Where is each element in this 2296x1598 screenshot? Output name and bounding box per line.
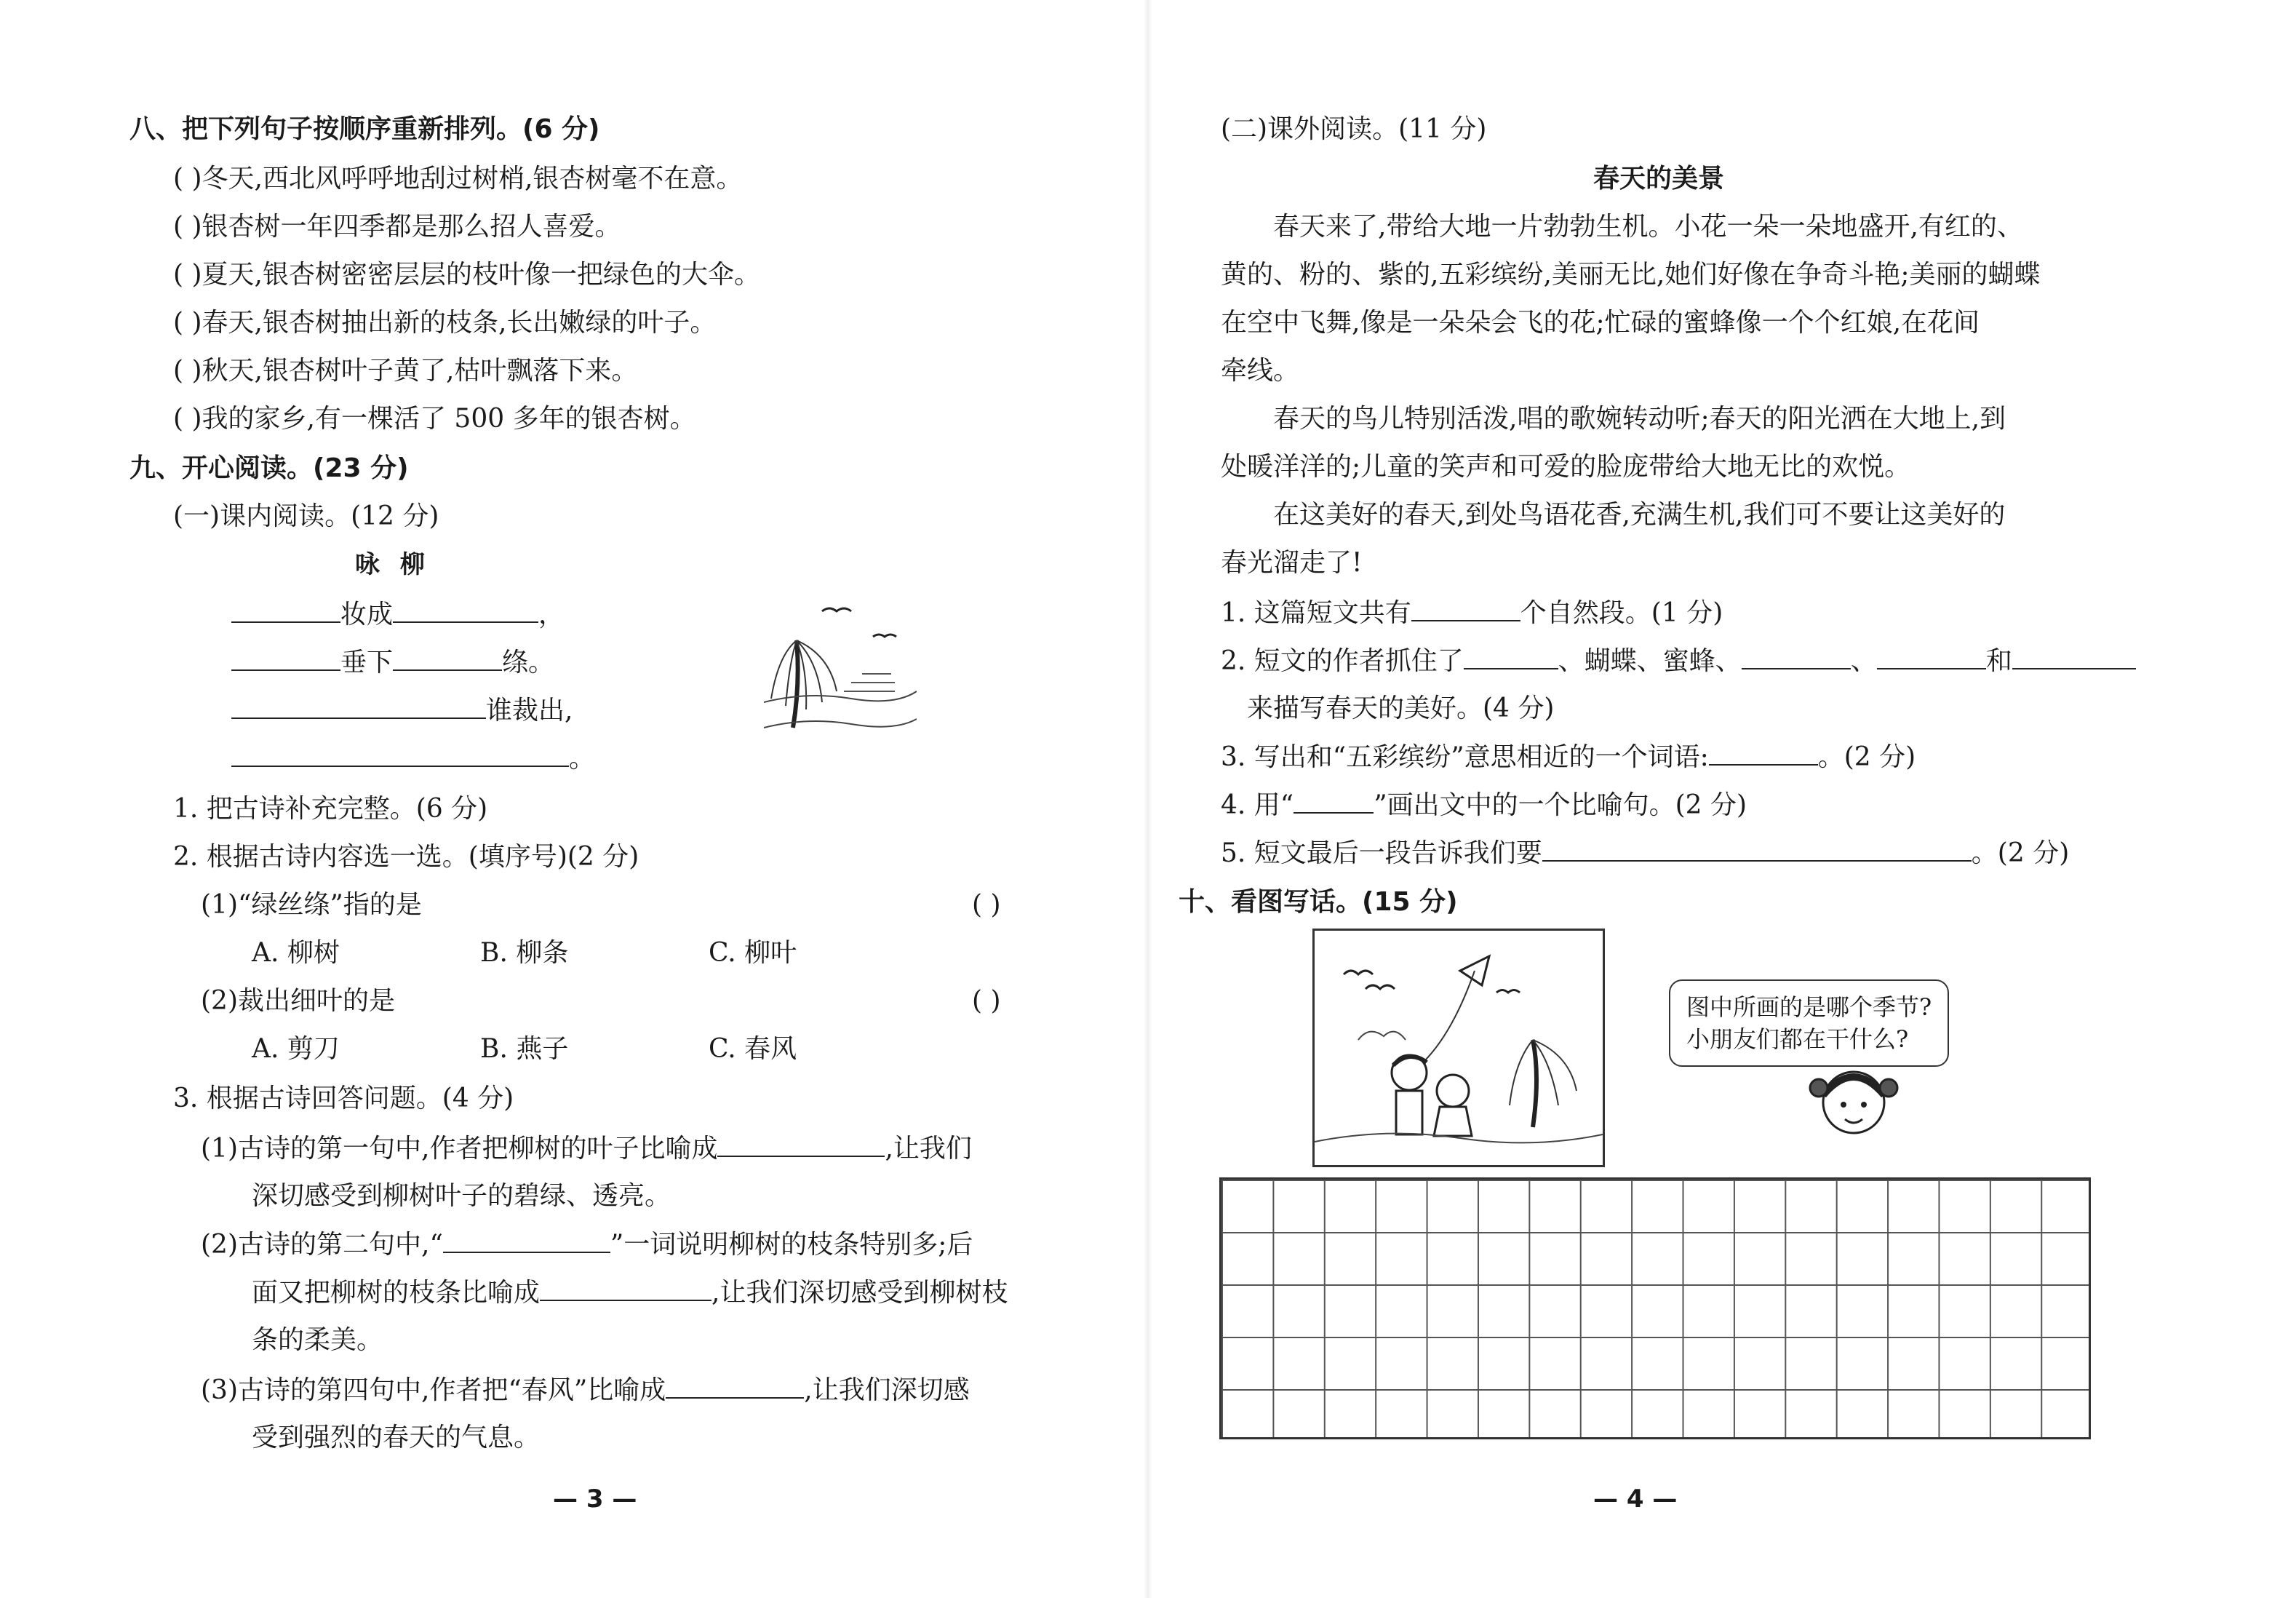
kite-picture (1312, 929, 1605, 1167)
article-q3: 3. 写出和“五彩缤纷”意思相近的一个词语: 。(2 分) (1221, 742, 1916, 772)
option-a: A. 柳树 (252, 938, 340, 968)
option-b: B. 燕子 (480, 1034, 569, 1064)
sort-item: ( )夏天,银杏树密密层层的枝叶像一把绿色的大伞。 (173, 260, 760, 290)
sort-item: ( )我的家乡,有一棵活了 500 多年的银杏树。 (173, 404, 696, 434)
poem-line-1: 妆成 ， (231, 600, 565, 629)
sort-item: ( )冬天,西北风呼呼地刮过树梢,银杏树毫不在意。 (173, 164, 743, 194)
speech-bubble (1669, 979, 1949, 1067)
article-q5: 5. 短文最后一段告诉我们要 。(2 分) (1221, 838, 2070, 868)
poem-q3-2: (2)古诗的第二句中,“ ”一词说明柳树的枝条特别多;后 (201, 1230, 973, 1260)
poem-q3-3: (3)古诗的第四句中,作者把“春风”比喻成 ,让我们深切感 (201, 1375, 970, 1405)
part-1-heading: (一)课内阅读。(12 分) (173, 501, 439, 531)
article-line: 黄的、粉的、紫的,五彩缤纷,美丽无比,她们好像在争奇斗艳;美丽的蝴蝶 (1221, 260, 2041, 290)
article-q2: 2. 短文的作者抓住了 、蝴蝶、蜜蜂、 、 和 (1221, 646, 2136, 676)
page-number: — 3 — (553, 1484, 637, 1514)
poem-q1: 1. 把古诗补充完整。(6 分) (173, 794, 488, 824)
article-q2-cont: 来描写春天的美好。(4 分) (1247, 693, 1555, 723)
poem-q3: 3. 根据古诗回答问题。(4 分) (173, 1084, 514, 1113)
poem-q2: 2. 根据古诗内容选一选。(填序号)(2 分) (173, 842, 639, 872)
willow-illustration (764, 582, 917, 735)
section-8-heading: 八、把下列句子按顺序重新排列。(6 分) (129, 114, 600, 144)
article-line: 春天来了,带给大地一片勃勃生机。小花一朵一朵地盛开,有红的、 (1273, 212, 2023, 242)
poem-q3-3-cont: 受到强烈的春天的气息。 (252, 1423, 541, 1452)
poem-q2-2: (2)裁出细叶的是 (201, 986, 395, 1016)
bubble-line-1: 图中所画的是哪个季节? (1686, 993, 1932, 1021)
part-2-heading: (二)课外阅读。(11 分) (1221, 114, 1487, 144)
section-10-heading: 十、看图写话。(15 分) (1179, 887, 1458, 917)
answer-paren: ( ) (972, 890, 1001, 920)
option-b: B. 柳条 (480, 938, 569, 968)
article-title: 春天的美景 (1593, 164, 1725, 194)
article-line: 在空中飞舞,像是一朵朵会飞的花;忙碌的蜜蜂像一个个红娘,在花间 (1221, 308, 1980, 338)
poem-q2-1: (1)“绿丝绦”指的是 (201, 890, 422, 920)
article-line: 在这美好的春天,到处鸟语花香,充满生机,我们可不要让这美好的 (1273, 500, 2006, 530)
sort-item: ( )秋天,银杏树叶子黄了,枯叶飘落下来。 (173, 356, 638, 386)
sort-item: ( )银杏树一年四季都是那么招人喜爱。 (173, 212, 621, 242)
option-c: C. 春风 (709, 1034, 797, 1064)
section-9-heading: 九、开心阅读。(23 分) (129, 453, 409, 483)
option-c: C. 柳叶 (709, 938, 797, 968)
article-line: 春天的鸟儿特别活泼,唱的歌婉转动听;春天的阳光洒在大地上,到 (1273, 404, 2006, 434)
article-q4: 4. 用“ ”画出文中的一个比喻句。(2 分) (1221, 790, 1747, 820)
article-q1: 1. 这篇短文共有 个自然段。(1 分) (1221, 598, 1723, 628)
article-line: 春光溜走了! (1221, 548, 1363, 578)
poem-line-3: 谁裁出, (231, 696, 573, 726)
writing-grid[interactable] (1219, 1177, 2091, 1439)
sort-item: ( )春天,银杏树抽出新的枝条,长出嫩绿的叶子。 (173, 308, 717, 338)
article-line: 处暖洋洋的;儿童的笑声和可爱的脸庞带给大地无比的欢悦。 (1221, 452, 1911, 482)
article-line: 牵线。 (1221, 356, 1300, 386)
poem-line-2: 垂下 绦。 (231, 648, 554, 677)
girl-illustration (1803, 1055, 1905, 1150)
poem-q3-2-end: 条的柔美。 (252, 1325, 383, 1355)
page-number: — 4 — (1593, 1484, 1678, 1514)
poem-q3-1-cont: 深切感受到柳树叶子的碧绿、透亮。 (252, 1181, 671, 1211)
option-a: A. 剪刀 (252, 1034, 340, 1064)
answer-paren: ( ) (972, 986, 1001, 1016)
poem-title: 咏 柳 (355, 550, 431, 579)
poem-q3-2-cont: 面又把柳树的枝条比喻成 ,让我们深切感受到柳树枝 (252, 1278, 1008, 1308)
poem-q3-1: (1)古诗的第一句中,作者把柳树的叶子比喻成 ,让我们 (201, 1134, 972, 1164)
poem-line-4: 。 (231, 744, 595, 774)
bubble-line-2: 小朋友们都在干什么? (1686, 1025, 1909, 1053)
